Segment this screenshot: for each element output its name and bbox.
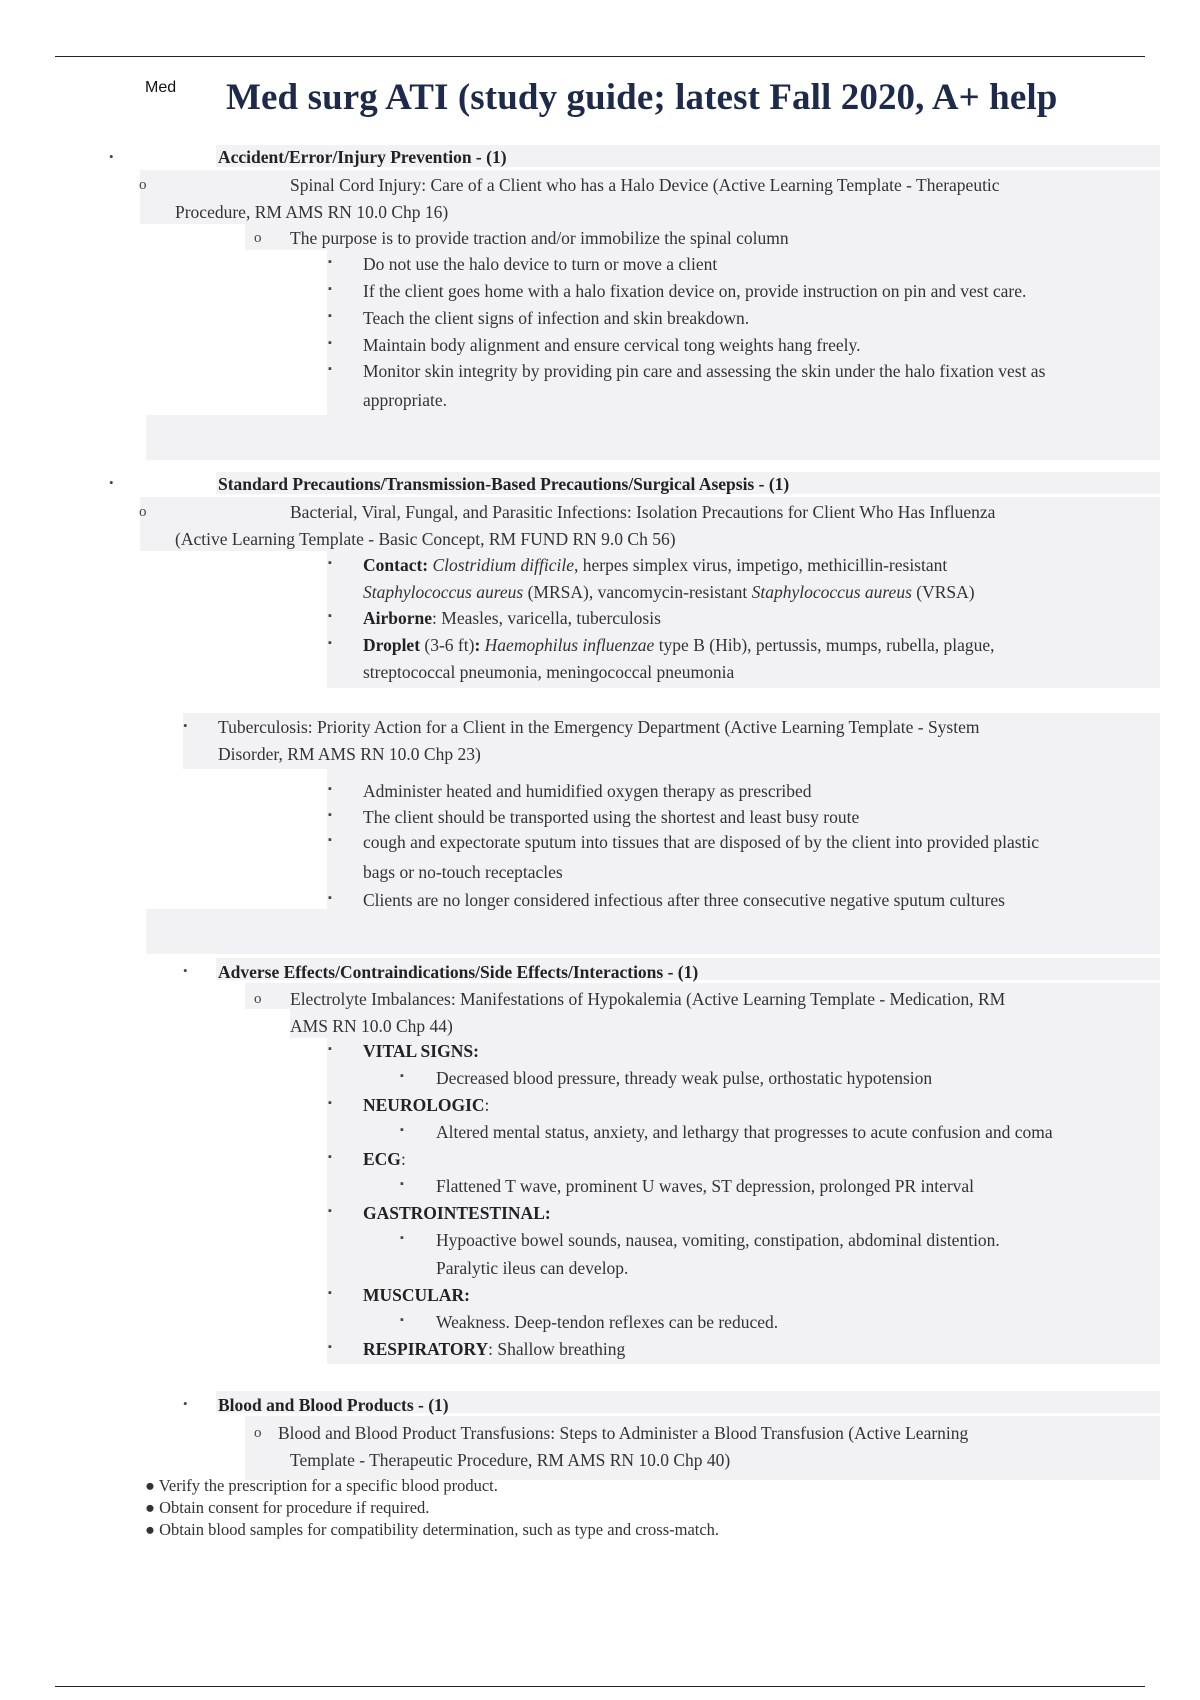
square-bullet-marker: ▪ <box>328 557 332 569</box>
square-bullet-marker: ▪ <box>400 1070 404 1082</box>
section-heading: Accident/Error/Injury Prevention - (1) <box>218 147 507 167</box>
contact-text: (MRSA), vancomycin-resistant <box>523 582 752 602</box>
list-item: Do not use the halo device to turn or move a client <box>363 254 718 274</box>
step-item: ● Verify the prescription for a specific blood product. <box>145 1476 498 1495</box>
topic-line: Spinal Cord Injury: Care of a Client who has a Halo Device (Active Learning Template - Therapeutic <box>290 175 1000 195</box>
highlight-block <box>146 415 1160 460</box>
square-bullet-marker: ▪ <box>400 1314 404 1326</box>
organism-name: Staphylococcus aureus <box>751 582 912 602</box>
square-bullet-marker: ▪ <box>328 283 332 295</box>
topic-line: Electrolyte Imbalances: Manifestations of Hypokalemia (Active Learning Template - Medication, RM <box>290 989 1006 1009</box>
circle-marker: o <box>254 991 262 1007</box>
page-title: Med surg ATI (study guide; latest Fall 2020, A+ help <box>226 77 1058 118</box>
square-bullet-marker: ▪ <box>328 256 332 268</box>
list-item-continuation: appropriate. <box>363 390 448 410</box>
square-bullet-marker: ▪ <box>328 1341 332 1353</box>
list-item: Weakness. Deep-tendon reflexes can be reduced. <box>436 1312 779 1332</box>
step-item: ● Obtain consent for procedure if required. <box>145 1498 430 1517</box>
square-bullet-marker: ▪ <box>328 892 332 904</box>
droplet-colon: : <box>474 635 485 655</box>
highlight-block <box>146 909 1160 954</box>
list-item <box>363 555 947 575</box>
topic-line: Template - Therapeutic Procedure, RM AMS RN 10.0 Chp 40) <box>290 1450 731 1470</box>
category-text: : Shallow breathing <box>488 1339 626 1359</box>
square-bullet-marker: ▪ <box>328 1287 332 1299</box>
category-label: VITAL SIGNS: <box>363 1041 479 1061</box>
list-item-continuation: streptococcal pneumonia, meningococcal pneumonia <box>363 662 735 682</box>
list-item: Altered mental status, anxiety, and lethargy that progresses to acute confusion and coma <box>436 1122 1053 1142</box>
section-heading: Standard Precautions/Transmission-Based Precautions/Surgical Asepsis - (1) <box>218 474 790 494</box>
category-colon: : <box>484 1095 490 1115</box>
topic-line: (Active Learning Template - Basic Concept, RM FUND RN 9.0 Ch 56) <box>175 529 676 549</box>
droplet-range: (3-6 ft) <box>420 635 475 655</box>
list-item: Clients are no longer considered infectious after three consecutive negative sputum cultures <box>363 890 1005 910</box>
category-label-line <box>363 1149 406 1169</box>
contact-label: Contact: <box>363 555 429 575</box>
droplet-label: Droplet <box>363 635 421 655</box>
organism-name: Clostridium difficile <box>432 555 574 575</box>
circle-marker: o <box>139 504 147 520</box>
square-bullet-marker: ▪ <box>400 1124 404 1136</box>
category-label: RESPIRATORY <box>363 1339 489 1359</box>
organism-name: Haemophilus influenzae <box>484 635 655 655</box>
list-item-continuation <box>363 582 975 602</box>
square-bullet-marker: ▪ <box>328 310 332 322</box>
bullet-marker: • <box>183 963 188 978</box>
category-label: ECG <box>363 1149 401 1169</box>
square-bullet-marker: ▪ <box>328 783 332 795</box>
section-heading: Blood and Blood Products - (1) <box>218 1395 449 1415</box>
topic-line: Blood and Blood Product Transfusions: Steps to Administer a Blood Transfusion (Active Learning <box>278 1423 969 1443</box>
list-item: The client should be transported using the shortest and least busy route <box>363 807 860 827</box>
square-bullet-marker: ▪ <box>328 1097 332 1109</box>
list-item: Maintain body alignment and ensure cervical tong weights hang freely. <box>363 335 861 355</box>
list-item: Monitor skin integrity by providing pin care and assessing the skin under the halo fixation vest as <box>363 361 1046 381</box>
list-item: Decreased blood pressure, thready weak pulse, orthostatic hypotension <box>436 1068 933 1088</box>
list-item-continuation: bags or no-touch receptacles <box>363 862 563 882</box>
purpose-line: The purpose is to provide traction and/or immobilize the spinal column <box>290 228 789 248</box>
droplet-text: type B (Hib), pertussis, mumps, rubella, plague, <box>654 635 995 655</box>
step-item: ● Obtain blood samples for compatibility determination, such as type and cross-match. <box>145 1520 720 1539</box>
bottom-rule <box>55 1686 1145 1687</box>
category-label: GASTROINTESTINAL: <box>363 1203 551 1223</box>
square-bullet-marker: ▪ <box>328 1151 332 1163</box>
list-item: Teach the client signs of infection and skin breakdown. <box>363 308 750 328</box>
list-item: If the client goes home with a halo fixation device on, provide instruction on pin and vest care. <box>363 281 1027 301</box>
bullet-marker: • <box>183 718 188 733</box>
square-bullet-marker: ▪ <box>328 610 332 622</box>
square-bullet-marker: ▪ <box>328 637 332 649</box>
category-colon: : <box>400 1149 406 1169</box>
circle-marker: o <box>139 177 147 193</box>
airborne-label: Airborne <box>363 608 433 628</box>
circle-marker: o <box>254 230 262 246</box>
topic-line: Tuberculosis: Priority Action for a Client in the Emergency Department (Active Learning Template - System <box>218 717 980 737</box>
square-bullet-marker: ▪ <box>400 1232 404 1244</box>
header-mini-title: Med <box>145 79 177 96</box>
topic-line: AMS RN 10.0 Chp 44) <box>290 1016 453 1036</box>
contact-text: , herpes simplex virus, impetigo, methicillin-resistant <box>573 555 948 575</box>
square-bullet-marker: ▪ <box>328 834 332 846</box>
square-bullet-marker: ▪ <box>328 809 332 821</box>
list-item: cough and expectorate sputum into tissues that are disposed of by the client into provided plastic <box>363 832 1040 852</box>
highlight-block <box>327 250 1160 415</box>
square-bullet-marker: ▪ <box>328 337 332 349</box>
topic-line: Bacterial, Viral, Fungal, and Parasitic Infections: Isolation Precautions for Client Who Has Influenza <box>290 502 996 522</box>
square-bullet-marker: ▪ <box>328 363 332 375</box>
bullet-marker: • <box>109 475 114 490</box>
bullet-marker: • <box>183 1396 188 1411</box>
list-item: Administer heated and humidified oxygen therapy as prescribed <box>363 781 812 801</box>
category-label: MUSCULAR: <box>363 1285 470 1305</box>
list-item-continuation: Paralytic ileus can develop. <box>436 1258 629 1278</box>
category-label-line <box>363 1339 625 1359</box>
list-item <box>363 635 995 655</box>
list-item <box>363 608 661 628</box>
list-item: Hypoactive bowel sounds, nausea, vomiting, constipation, abdominal distention. <box>436 1230 1000 1250</box>
contact-text: (VRSA) <box>911 582 975 602</box>
square-bullet-marker: ▪ <box>400 1178 404 1190</box>
top-rule <box>55 56 1145 57</box>
category-label-line <box>363 1095 489 1115</box>
organism-name: Staphylococcus aureus <box>363 582 524 602</box>
topic-line: Disorder, RM AMS RN 10.0 Chp 23) <box>218 744 481 764</box>
topic-line: Procedure, RM AMS RN 10.0 Chp 16) <box>175 202 449 222</box>
bullet-marker: • <box>109 149 114 164</box>
airborne-text: : Measles, varicella, tuberculosis <box>432 608 661 628</box>
square-bullet-marker: ▪ <box>328 1205 332 1217</box>
list-item: Flattened T wave, prominent U waves, ST depression, prolonged PR interval <box>436 1176 975 1196</box>
section-heading: Adverse Effects/Contraindications/Side Effects/Interactions - (1) <box>218 962 699 982</box>
category-label: NEUROLOGIC <box>363 1095 485 1115</box>
circle-marker: o <box>254 1425 262 1441</box>
square-bullet-marker: ▪ <box>328 1043 332 1055</box>
